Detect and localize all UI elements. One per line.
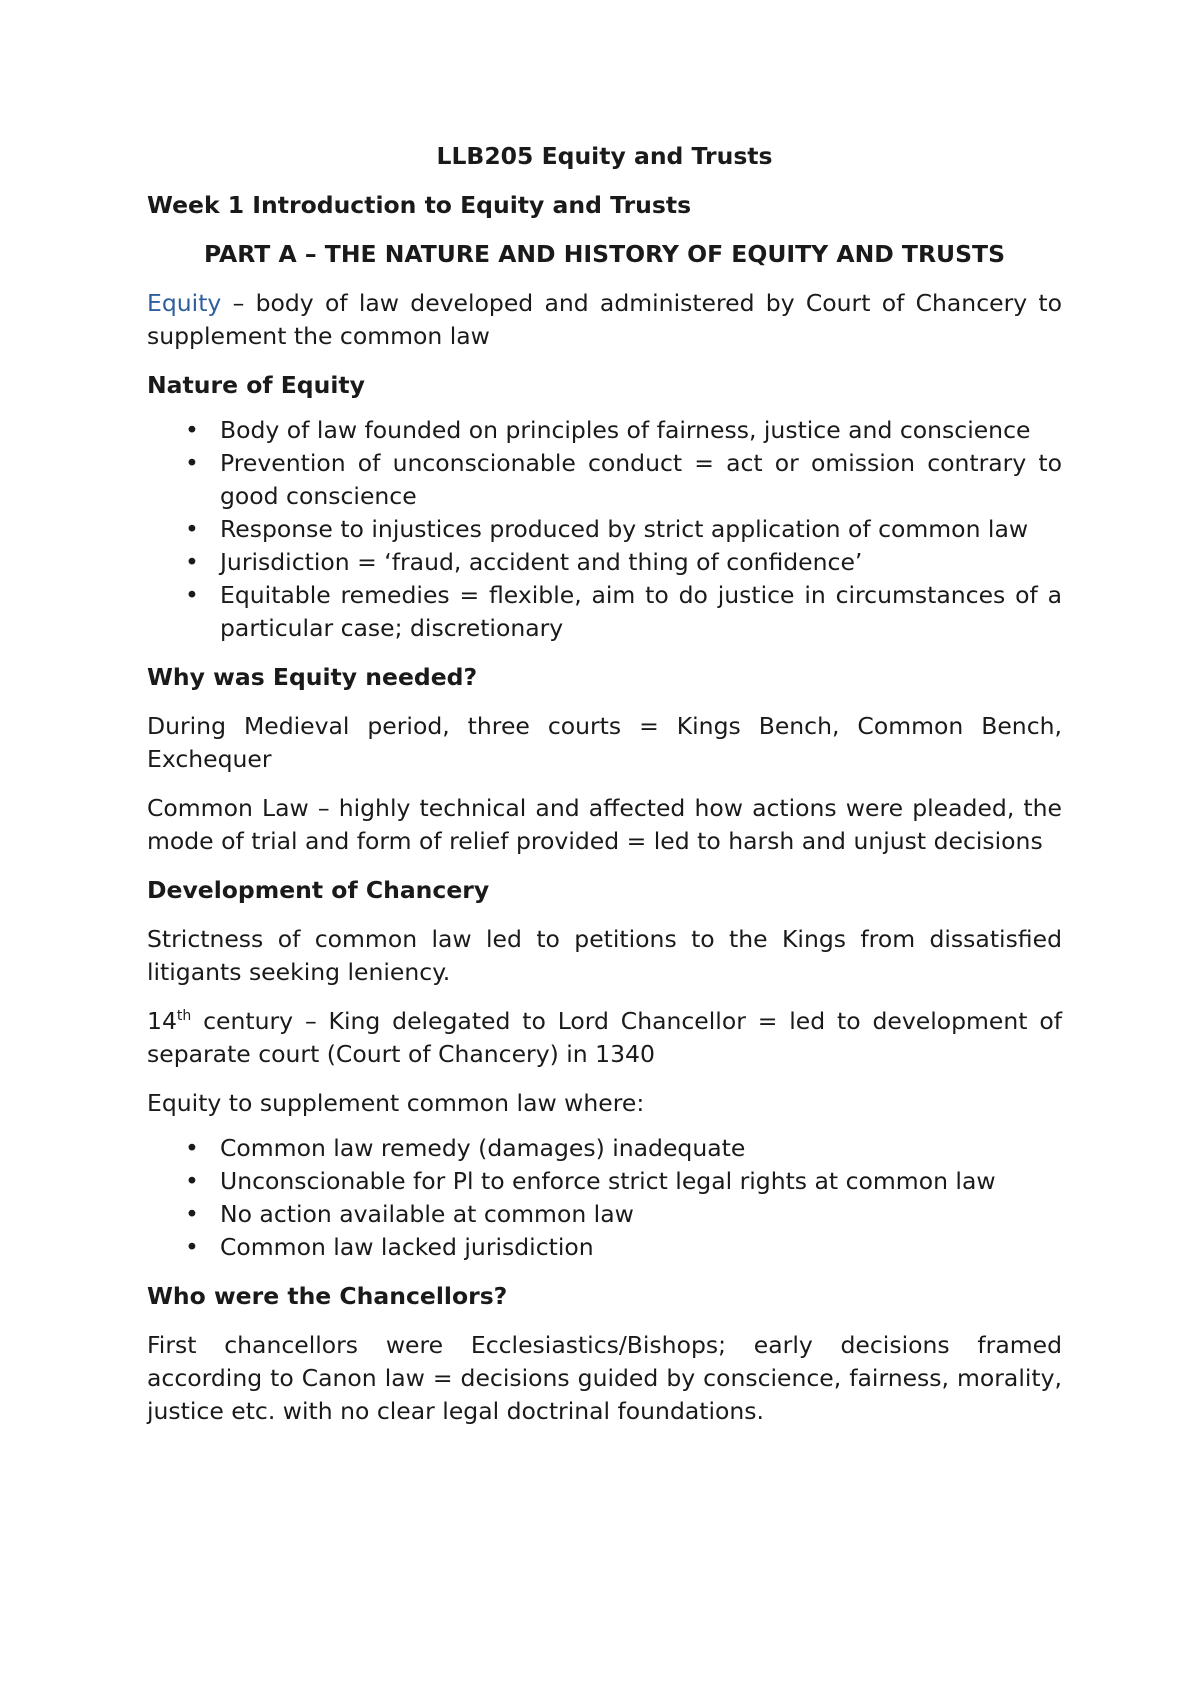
equity-definition <box>147 287 1062 353</box>
list-item <box>147 546 1062 579</box>
list-item <box>147 1198 1062 1231</box>
list-item <box>147 1231 1062 1264</box>
bullet-icon: • <box>185 449 199 477</box>
bullet-icon: • <box>185 548 199 576</box>
list-item-text: Common law lacked jurisdiction <box>220 1233 594 1261</box>
heading-why-equity-needed: Why was Equity needed? <box>147 663 478 691</box>
supplement-list <box>147 1132 1062 1264</box>
bullet-icon: • <box>185 416 199 444</box>
document-title: LLB205 Equity and Trusts <box>436 142 773 170</box>
bullet-icon: • <box>185 515 199 543</box>
list-item <box>147 579 1062 645</box>
equity-definition-text: – body of law developed and administered by Court of Chancery to supplement the common law <box>147 289 1062 350</box>
list-item-text: Equitable remedies = flexible, aim to do justice in circumstances of a particular case; discretionary <box>220 581 1062 642</box>
paragraph-14th-century <box>147 1005 1062 1071</box>
paragraph-medieval-courts: During Medieval period, three courts = Kings Bench, Common Bench, Exchequer <box>147 712 1062 773</box>
heading-nature-of-equity: Nature of Equity <box>147 371 365 399</box>
list-item-text: Response to injustices produced by strict application of common law <box>220 515 1029 543</box>
bullet-icon: • <box>185 1200 199 1228</box>
list-item-text: Unconscionable for Pl to enforce strict legal rights at common law <box>220 1167 996 1195</box>
part-title: PART A – THE NATURE AND HISTORY OF EQUITY AND TRUSTS <box>203 240 1006 268</box>
nature-list <box>147 414 1062 645</box>
bullet-icon: • <box>185 1233 199 1261</box>
list-item-text: Common law remedy (damages) inadequate <box>220 1134 746 1162</box>
list-item <box>147 513 1062 546</box>
week-title: Week 1 Introduction to Equity and Trusts <box>147 191 692 219</box>
list-item-text: Prevention of unconscionable conduct = act or omission contrary to good conscience <box>220 449 1062 510</box>
paragraph-common-law: Common Law – highly technical and affected how actions were pleaded, the mode of trial and form of relief provided = led to harsh and unjust decisions <box>147 794 1062 855</box>
list-item <box>147 414 1062 447</box>
paragraph-strictness: Strictness of common law led to petitions to the Kings from dissatisfied litigants seeking leniency. <box>147 925 1062 986</box>
paragraph-first-chancellors: First chancellors were Ecclesiastics/Bishops; early decisions framed according to Canon law = decisions guided by conscience, fairness, morality, justice etc. with no clear legal doctrinal foundations. <box>147 1331 1062 1425</box>
list-item-text: Jurisdiction = ‘fraud, accident and thing of confidence’ <box>220 548 863 576</box>
century-text: century – King delegated to Lord Chancellor = led to development of separate court (Court of Chancery) in 1340 <box>147 1007 1062 1068</box>
list-item-text: No action available at common law <box>220 1200 634 1228</box>
bullet-icon: • <box>185 1167 199 1195</box>
paragraph-supplement-intro: Equity to supplement common law where: <box>147 1089 645 1117</box>
heading-development-of-chancery: Development of Chancery <box>147 876 490 904</box>
bullet-icon: • <box>185 1134 199 1162</box>
century-number: 14 <box>147 1007 177 1035</box>
century-suffix: th <box>176 1008 192 1025</box>
document-page <box>147 140 1062 1444</box>
list-item <box>147 1132 1062 1165</box>
bullet-icon: • <box>185 581 199 609</box>
heading-who-were-chancellors: Who were the Chancellors? <box>147 1282 508 1310</box>
equity-term: Equity <box>147 289 222 317</box>
list-item <box>147 1165 1062 1198</box>
list-item <box>147 447 1062 513</box>
list-item-text: Body of law founded on principles of fairness, justice and conscience <box>220 416 1031 444</box>
